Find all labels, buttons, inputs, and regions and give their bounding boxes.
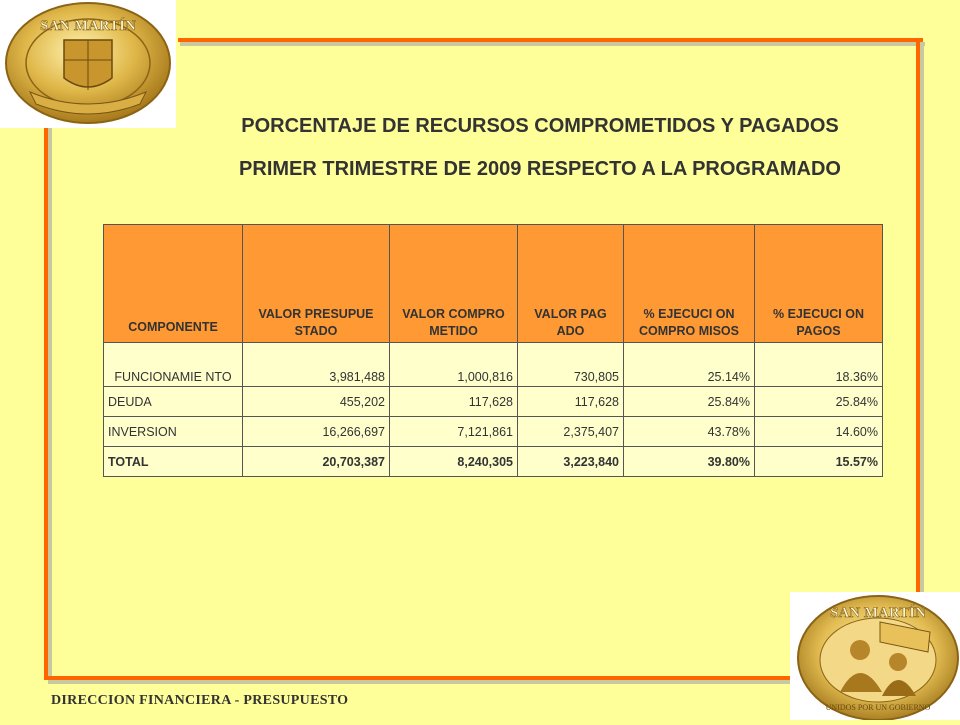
cell-pct-compromisos: 25.14% bbox=[624, 343, 755, 387]
frame-top-shadow bbox=[180, 42, 925, 46]
seal-bottom-icon bbox=[790, 592, 960, 720]
column-header-ejecucion-pagos: % EJECUCI ON PAGOS bbox=[755, 225, 883, 343]
column-header-valor-pagado: VALOR PAG ADO bbox=[518, 225, 624, 343]
svg-text:UNIDOS POR UN GOBIERNO: UNIDOS POR UN GOBIERNO bbox=[825, 703, 931, 712]
page-title-line-2: PRIMER TRIMESTRE DE 2009 RESPECTO A LA PROGRAMADO bbox=[239, 158, 841, 180]
cell-comprometido: 8,240,305 bbox=[390, 447, 518, 477]
frame-left-shadow bbox=[48, 128, 52, 684]
column-header-ejecucion-compromisos: % EJECUCI ON COMPRO MISOS bbox=[624, 225, 755, 343]
column-header-valor-comprometido: VALOR COMPRO METIDO bbox=[390, 225, 518, 343]
cell-pagado: 2,375,407 bbox=[518, 417, 624, 447]
cell-presupuestado: 3,981,488 bbox=[243, 343, 390, 387]
cell-pagado: 3,223,840 bbox=[518, 447, 624, 477]
cell-pct-compromisos: 39.80% bbox=[624, 447, 755, 477]
cell-pct-pagos: 14.60% bbox=[755, 417, 883, 447]
cell-componente: DEUDA bbox=[104, 387, 243, 417]
svg-text:SAN MARTÍN: SAN MARTÍN bbox=[40, 18, 136, 34]
column-header-componente: COMPONENTE bbox=[104, 225, 243, 343]
cell-pct-pagos: 25.84% bbox=[755, 387, 883, 417]
cell-presupuestado: 20,703,387 bbox=[243, 447, 390, 477]
budget-table bbox=[103, 224, 883, 477]
cell-comprometido: 117,628 bbox=[390, 387, 518, 417]
cell-pct-pagos: 18.36% bbox=[755, 343, 883, 387]
page-title-line-1: PORCENTAJE DE RECURSOS COMPROMETIDOS Y PAGADOS bbox=[241, 115, 839, 137]
cell-presupuestado: 455,202 bbox=[243, 387, 390, 417]
san-martin-logo-top bbox=[0, 0, 176, 128]
footer-department: DIRECCION FINANCIERA - PRESUPUESTO bbox=[51, 693, 349, 708]
frame-top bbox=[178, 38, 923, 42]
cell-componente: INVERSION bbox=[104, 417, 243, 447]
table-row bbox=[104, 343, 883, 387]
cell-componente: FUNCIONAMIE NTO bbox=[104, 343, 243, 387]
table-row bbox=[104, 387, 883, 417]
san-martin-logo-bottom bbox=[790, 592, 960, 720]
table-header-row bbox=[104, 225, 883, 343]
cell-pagado: 117,628 bbox=[518, 387, 624, 417]
svg-text:SAN MARTÍN: SAN MARTÍN bbox=[830, 605, 926, 621]
cell-componente: TOTAL bbox=[104, 447, 243, 477]
cell-presupuestado: 16,266,697 bbox=[243, 417, 390, 447]
cell-comprometido: 1,000,816 bbox=[390, 343, 518, 387]
column-header-valor-presupuestado: VALOR PRESUPUE STADO bbox=[243, 225, 390, 343]
frame-left bbox=[44, 124, 48, 680]
cell-comprometido: 7,121,861 bbox=[390, 417, 518, 447]
cell-pagado: 730,805 bbox=[518, 343, 624, 387]
table-row bbox=[104, 417, 883, 447]
cell-pct-compromisos: 25.84% bbox=[624, 387, 755, 417]
frame-bottom bbox=[44, 676, 792, 680]
frame-bottom-shadow bbox=[48, 680, 796, 684]
cell-pct-compromisos: 43.78% bbox=[624, 417, 755, 447]
table-row-total bbox=[104, 447, 883, 477]
cell-pct-pagos: 15.57% bbox=[755, 447, 883, 477]
seal-top-icon bbox=[0, 0, 176, 128]
